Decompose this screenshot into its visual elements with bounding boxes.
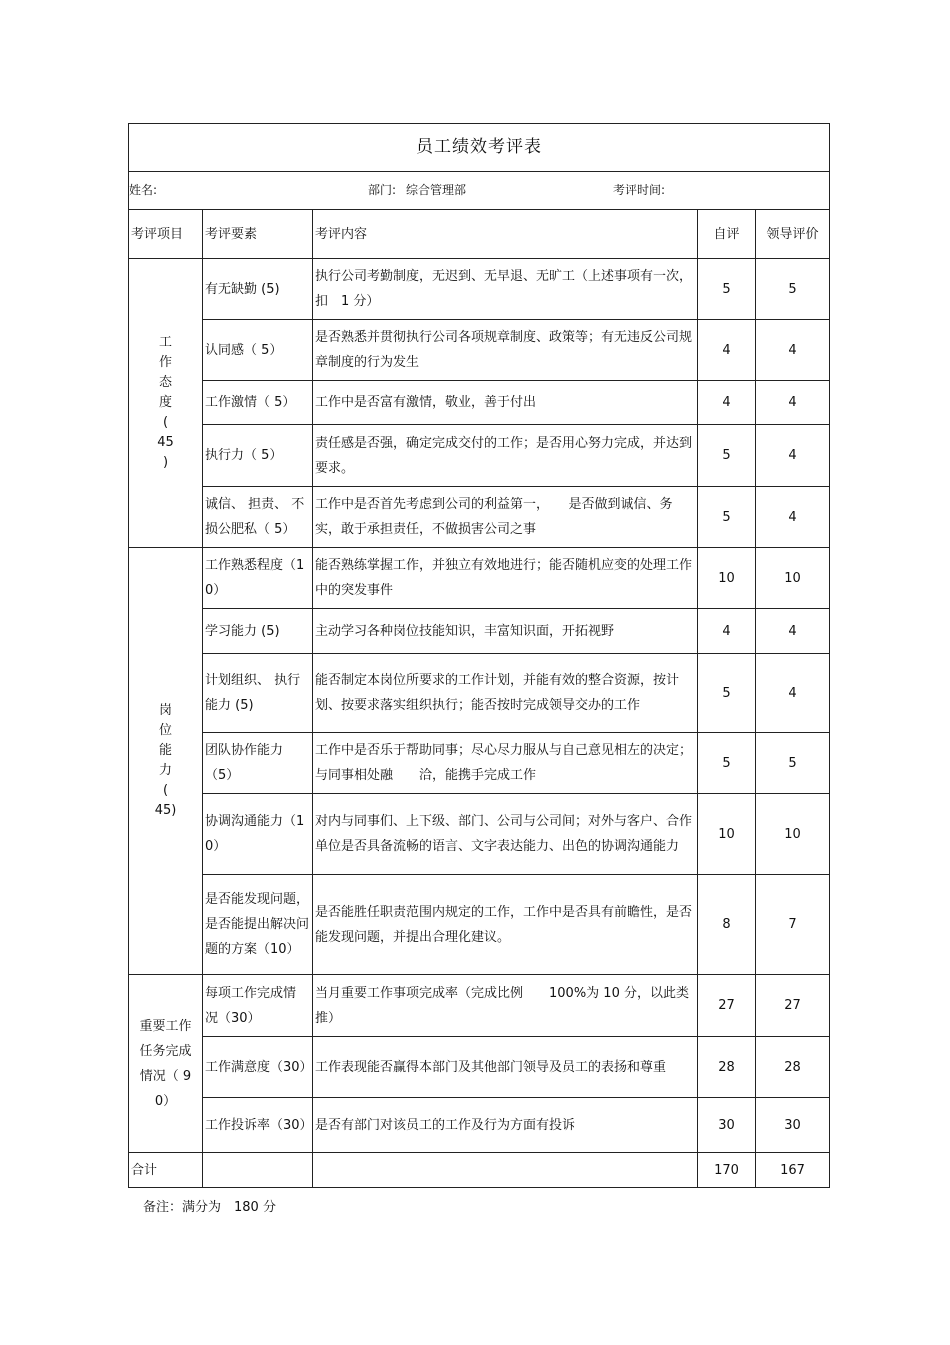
header-row [129, 210, 830, 259]
table-row [129, 320, 830, 381]
header-leader-score: 领导评价 [756, 210, 830, 259]
self-score: 4 [698, 609, 756, 654]
table-row [129, 425, 830, 487]
table-row [129, 487, 830, 548]
total-content-empty [313, 1153, 698, 1188]
table-row [129, 794, 830, 875]
total-leader-score: 167 [756, 1153, 830, 1188]
content-cell: 工作表现能否赢得本部门及其他部门领导及员工的表扬和尊重 [313, 1037, 698, 1098]
self-score: 4 [698, 320, 756, 381]
self-score: 5 [698, 733, 756, 794]
table-row [129, 733, 830, 794]
element-cell: 有无缺勤 (5) [203, 259, 313, 320]
table-row [129, 259, 830, 320]
leader-score: 5 [756, 733, 830, 794]
department-label: 部门: [368, 183, 397, 197]
element-cell: 执行力（ 5） [203, 425, 313, 487]
total-element-empty [203, 1153, 313, 1188]
total-label: 合计 [129, 1153, 203, 1188]
content-cell: 能否熟练掌握工作，并独立有效地进行；能否随机应变的处理工作中的突发事件 [313, 548, 698, 609]
leader-score: 10 [756, 548, 830, 609]
element-cell: 团队协作能力（5） [203, 733, 313, 794]
leader-score: 4 [756, 487, 830, 548]
content-cell: 主动学习各种岗位技能知识，丰富知识面，开拓视野 [313, 609, 698, 654]
self-score: 28 [698, 1037, 756, 1098]
leader-score: 4 [756, 381, 830, 425]
element-cell: 诚信、 担责、 不损公肥私（ 5） [203, 487, 313, 548]
element-cell: 认同感（ 5） [203, 320, 313, 381]
content-cell: 工作中是否乐于帮助同事；尽心尽力服从与自己意见相左的决定；与同事相处融 洽，能携手完成工作 [313, 733, 698, 794]
content-cell: 工作中是否富有激情，敬业，善于付出 [313, 381, 698, 425]
self-score: 30 [698, 1098, 756, 1153]
table-row [129, 1037, 830, 1098]
department-value: 综合管理部 [406, 183, 467, 197]
table-row [129, 1098, 830, 1153]
name-label: 姓名: [129, 183, 158, 197]
content-cell: 能否制定本岗位所要求的工作计划，并能有效的整合资源，按计划、按要求落实组织执行；能否按时完成领导交办的工作 [313, 654, 698, 733]
self-score: 5 [698, 425, 756, 487]
self-score: 8 [698, 875, 756, 975]
element-cell: 工作激情（ 5） [203, 381, 313, 425]
leader-score: 7 [756, 875, 830, 975]
self-score: 5 [698, 259, 756, 320]
leader-score: 10 [756, 794, 830, 875]
table-row [129, 875, 830, 975]
total-self-score: 170 [698, 1153, 756, 1188]
form-title: 员工绩效考评表 [129, 124, 830, 172]
performance-evaluation-table [128, 123, 830, 1188]
category-key-tasks: 重要工作 任务完成 情况（ 90） [129, 975, 203, 1153]
self-score: 5 [698, 654, 756, 733]
self-score: 27 [698, 975, 756, 1037]
content-cell: 是否有部门对该员工的工作及行为方面有投诉 [313, 1098, 698, 1153]
leader-score: 5 [756, 259, 830, 320]
element-cell: 工作投诉率（30） [203, 1098, 313, 1153]
leader-score: 4 [756, 654, 830, 733]
total-row [129, 1153, 830, 1188]
content-cell: 当月重要工作事项完成率（完成比例 100%为 10 分，以此类推） [313, 975, 698, 1037]
info-row [129, 172, 830, 210]
element-cell: 工作满意度（30） [203, 1037, 313, 1098]
remark-note: 备注：满分为 180 分 [143, 1200, 276, 1215]
self-score: 4 [698, 381, 756, 425]
category-attitude: 工 作 态 度 ( 45 ) [129, 259, 203, 548]
table-row [129, 381, 830, 425]
element-cell: 学习能力 (5) [203, 609, 313, 654]
content-cell: 是否能胜任职责范围内规定的工作，工作中是否具有前瞻性，是否能发现问题，并提出合理化建议。 [313, 875, 698, 975]
table-row [129, 548, 830, 609]
content-cell: 是否熟悉并贯彻执行公司各项规章制度、政策等；有无违反公司规章制度的行为发生 [313, 320, 698, 381]
content-cell: 对内与同事们、上下级、部门、公司与公司间；对外与客户、合作单位是否具备流畅的语言、文字表达能力、出色的协调沟通能力 [313, 794, 698, 875]
self-score: 5 [698, 487, 756, 548]
table-row [129, 975, 830, 1037]
element-cell: 计划组织、 执行能力 (5) [203, 654, 313, 733]
element-cell: 协调沟通能力（10） [203, 794, 313, 875]
self-score: 10 [698, 548, 756, 609]
element-cell: 是否能发现问题，是否能提出解决问题的方案（10） [203, 875, 313, 975]
header-content: 考评内容 [313, 210, 698, 259]
category-job-ability: 岗 位 能 力 ( 45) [129, 548, 203, 975]
leader-score: 4 [756, 609, 830, 654]
element-cell: 工作熟悉程度（10） [203, 548, 313, 609]
table-row [129, 654, 830, 733]
leader-score: 4 [756, 320, 830, 381]
leader-score: 4 [756, 425, 830, 487]
table-row [129, 609, 830, 654]
content-cell: 执行公司考勤制度，无迟到、无早退、无旷工（上述事项有一次，扣 1 分） [313, 259, 698, 320]
self-score: 10 [698, 794, 756, 875]
header-element: 考评要素 [203, 210, 313, 259]
header-self-score: 自评 [698, 210, 756, 259]
leader-score: 28 [756, 1037, 830, 1098]
leader-score: 27 [756, 975, 830, 1037]
content-cell: 责任感是否强，确定完成交付的工作；是否用心努力完成，并达到要求。 [313, 425, 698, 487]
header-category: 考评项目 [129, 210, 203, 259]
evaluation-time-label: 考评时间: [613, 183, 666, 197]
leader-score: 30 [756, 1098, 830, 1153]
content-cell: 工作中是否首先考虑到公司的利益第一， 是否做到诚信、务实，敢于承担责任，不做损害公司之事 [313, 487, 698, 548]
element-cell: 每项工作完成情 况（30） [203, 975, 313, 1037]
